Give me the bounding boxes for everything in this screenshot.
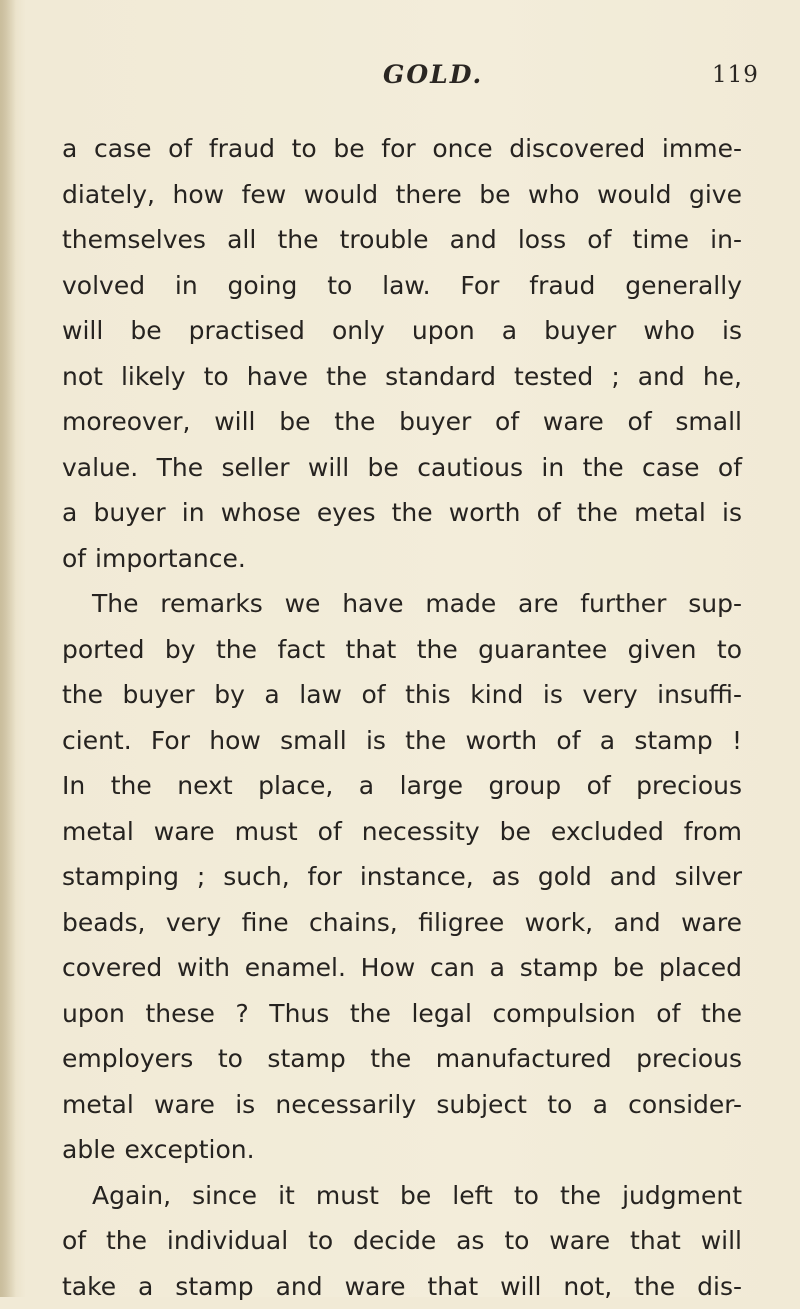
- text-line: a case of fraud to be for once discovered imme-: [62, 126, 742, 172]
- text-line-paragraph-end: of importance.: [62, 536, 742, 582]
- text-line: In the next place, a large group of precious: [62, 763, 742, 809]
- text-line: covered with enamel. How can a stamp be placed: [62, 945, 742, 991]
- text-line: beads, very fine chains, filigree work, and ware: [62, 900, 742, 946]
- text-line: not likely to have the standard tested ; and he,: [62, 354, 742, 400]
- text-line: a buyer in whose eyes the worth of the metal is: [62, 490, 742, 536]
- body-text: [62, 126, 742, 1309]
- text-line: metal ware is necessarily subject to a consider-: [62, 1082, 742, 1128]
- text-line: will be practised only upon a buyer who is: [62, 308, 742, 354]
- text-line: of the individual to decide as to ware that will: [62, 1218, 742, 1264]
- text-line: cient. For how small is the worth of a stamp !: [62, 718, 742, 764]
- text-line: value. The seller will be cautious in the case of: [62, 445, 742, 491]
- text-line: the buyer by a law of this kind is very insuffi-: [62, 672, 742, 718]
- text-line: upon these ? Thus the legal compulsion of the: [62, 991, 742, 1037]
- text-line: metal ware must of necessity be excluded from: [62, 809, 742, 855]
- text-line: moreover, will be the buyer of ware of small: [62, 399, 742, 445]
- text-line: volved in going to law. For fraud generally: [62, 263, 742, 309]
- page-gutter-shadow: [0, 0, 16, 1297]
- text-line: employers to stamp the manufactured precious: [62, 1036, 742, 1082]
- text-line: take a stamp and ware that will not, the dis-: [62, 1264, 742, 1309]
- text-line: themselves all the trouble and loss of time in-: [62, 217, 742, 263]
- text-line-paragraph-end: able exception.: [62, 1127, 742, 1173]
- text-line: ported by the fact that the guarantee given to: [62, 627, 742, 673]
- running-title: GOLD.: [383, 60, 483, 89]
- page-number: 119: [712, 62, 759, 88]
- text-line: diately, how few would there be who would give: [62, 172, 742, 218]
- running-head: [0, 60, 800, 100]
- text-line: stamping ; such, for instance, as gold and silver: [62, 854, 742, 900]
- text-line-paragraph-start: The remarks we have made are further sup-: [62, 581, 742, 627]
- text-line-paragraph-start: Again, since it must be left to the judgment: [62, 1173, 742, 1219]
